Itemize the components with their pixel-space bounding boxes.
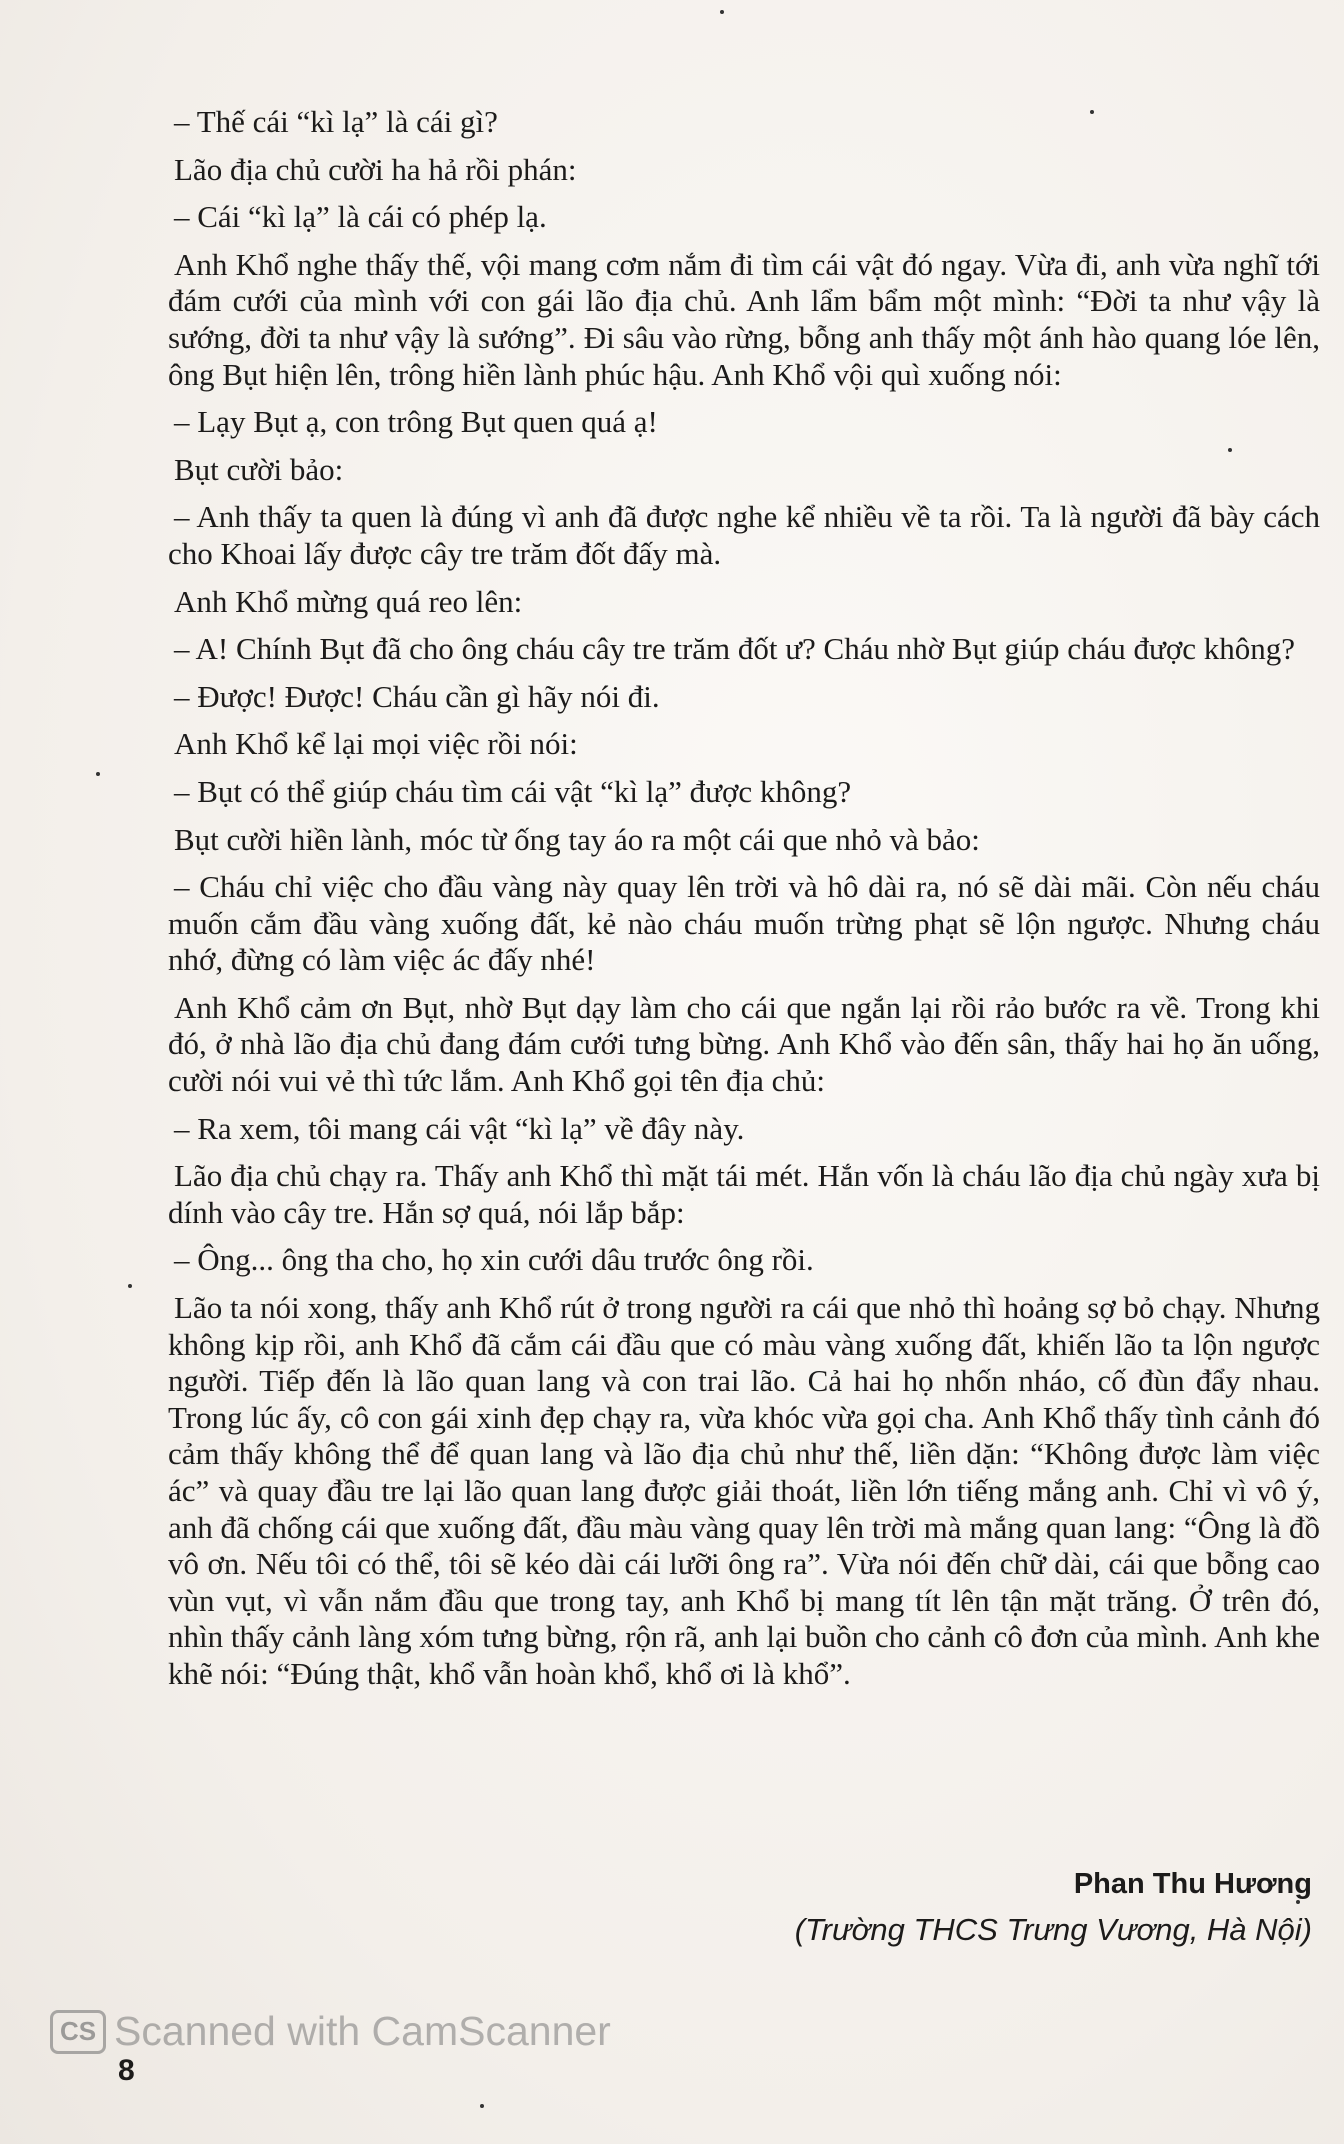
scan-speck <box>1296 1900 1300 1904</box>
paragraph: Lão ta nói xong, thấy anh Khổ rút ở trong người ra cái que nhỏ thì hoảng sợ bỏ chạy. Nhưng không kịp rồi, anh Khổ đã cắm cái đầu que có màu vàng xuống đất, khiến lão ta lộn ngược người. Tiếp đến là lão quan lang và con trai lão. Cả hai họ nhốn nháo, cố đùn đẩy nhau. Trong lúc ấy, cô con gái xinh đẹp chạy ra, vừa khóc vừa gọi cha. Anh Khổ thấy tình cảnh đó cảm thấy không thể để quan lang và lão địa chủ như thế, liền dặn: “Không được làm việc ác” và quay đầu tre lại lão quan lang được giải thoát, liền lớn tiếng mắng anh. Chỉ vì vô ý, anh đã chống cái que xuống đất, đầu màu vàng quay lên trời mà mắng quan lang: “Ông là đồ vô ơn. Nếu tôi có thể, tôi sẽ kéo dài cái lưỡi ông ra”. Vừa nói đến chữ dài, cái que bỗng cao vùn vụt, vì vẫn nắm đầu que trong tay, anh Khổ bị mang tít lên tận mặt trăng. Ở trên đó, nhìn thấy cảnh làng xóm tưng bừng, rộn rã, anh lại buồn cho cảnh cô đơn của mình. Anh khe khẽ nói: “Đúng thật, khổ vẫn hoàn khổ, khổ ơi là khổ”. <box>168 1290 1320 1691</box>
scan-speck <box>128 1284 132 1288</box>
scan-speck <box>1228 448 1232 452</box>
paragraph: Anh Khổ nghe thấy thế, vội mang cơm nắm đi tìm cái vật đó ngay. Vừa đi, anh vừa nghĩ tới đám cưới của mình với con gái lão địa chủ. Anh lẩm bẩm một mình: “Đời ta như vậy là sướng, đời ta như vậy là sướng”. Đi sâu vào rừng, bỗng anh thấy một ánh hào quang lóe lên, ông Bụt hiện lên, trông hiền lành phúc hậu. Anh Khổ vội quì xuống nói: <box>168 246 1320 392</box>
watermark-text: Scanned with CamScanner <box>114 2008 611 2054</box>
camscanner-watermark <box>50 2008 611 2055</box>
paragraph: – Lạy Bụt ạ, con trông Bụt quen quá ạ! <box>174 404 658 440</box>
camscanner-logo-icon: CS <box>50 2010 106 2054</box>
author-school: (Trường THCS Trưng Vương, Hà Nội) <box>794 1912 1312 1947</box>
paragraph: – A! Chính Bụt đã cho ông cháu cây tre trăm đốt ư? Cháu nhờ Bụt giúp cháu được không? <box>174 631 1296 667</box>
paragraph: – Cháu chỉ việc cho đầu vàng này quay lên trời và hô dài ra, nó sẽ dài mãi. Còn nếu cháu muốn cắm đầu vàng xuống đất, kẻ nào cháu muốn trừng phạt sẽ lộn ngược. Nhưng cháu nhớ, đừng có làm việc ác đấy nhé! <box>168 869 1320 978</box>
paragraph: – Thế cái “kì lạ” là cái gì? <box>174 104 498 139</box>
paragraph: – Ông... ông tha cho, họ xin cưới dâu trước ông rồi. <box>174 1242 814 1278</box>
scan-speck <box>1090 110 1094 114</box>
paragraph: Anh Khổ cảm ơn Bụt, nhờ Bụt dạy làm cho cái que ngắn lại rồi rảo bước ra về. Trong khi đó, ở nhà lão địa chủ đang đám cưới tưng bừng. Anh Khổ vào đến sân, thấy hai họ ăn uống, cười nói vui vẻ thì tức lắm. Anh Khổ gọi tên địa chủ: <box>168 989 1320 1099</box>
paragraph: Anh Khổ mừng quá reo lên: <box>174 583 523 619</box>
paragraph: Bụt cười hiền lành, móc từ ống tay áo ra một cái que nhỏ và bảo: <box>174 821 980 857</box>
paragraph: – Được! Được! Cháu cần gì hãy nói đi. <box>174 678 660 714</box>
story-text <box>168 104 1320 1704</box>
scan-speck <box>720 10 724 14</box>
paragraph: Lão địa chủ chạy ra. Thấy anh Khổ thì mặt tái mét. Hắn vốn là cháu lão địa chủ ngày xưa bị dính vào cây tre. Hắn sợ quá, nói lắp bắp: <box>168 1158 1320 1230</box>
paragraph: Bụt cười bảo: <box>174 451 344 487</box>
scan-speck <box>96 772 100 776</box>
author-name: Phan Thu Hương <box>1073 1868 1312 1900</box>
paragraph: – Bụt có thể giúp cháu tìm cái vật “kì lạ” được không? <box>174 773 852 809</box>
paragraph: – Anh thấy ta quen là đúng vì anh đã được nghe kể nhiều về ta rồi. Ta là người đã bày cách cho Khoai lấy được cây tre trăm đốt đấy mà. <box>168 499 1320 571</box>
scan-speck <box>480 2104 484 2108</box>
paragraph: – Ra xem, tôi mang cái vật “kì lạ” về đây này. <box>174 1110 745 1146</box>
paragraph: – Cái “kì lạ” là cái có phép lạ. <box>174 199 547 235</box>
page-number: 8 <box>118 2054 135 2087</box>
paragraph: Lão địa chủ cười ha hả rồi phán: <box>174 151 577 187</box>
paragraph: Anh Khổ kể lại mọi việc rồi nói: <box>174 726 578 762</box>
